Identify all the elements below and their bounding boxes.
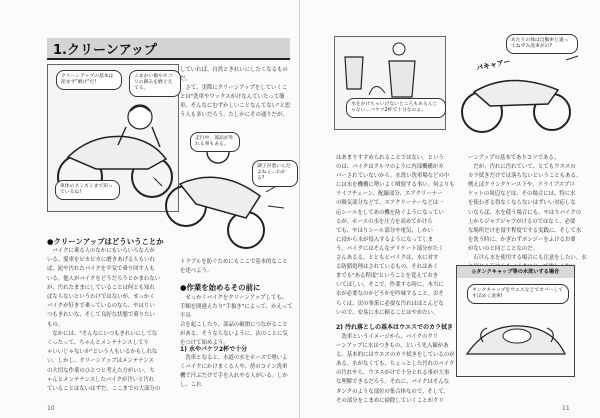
text-line: バーされていないから。水洗い洗車場などの中	[336, 173, 450, 180]
text-line: う人も多いだろう。たしかにその通りだが、	[180, 112, 288, 119]
text-line: さんあるる。とともとバイクは、水に対す	[336, 255, 439, 262]
text-line: ても、やはりシール部分や電気、しかい	[336, 227, 433, 234]
right-col1	[336, 154, 462, 318]
text-line: ーンアップの基本でありコツである。	[468, 155, 560, 161]
text-line: していれば、自然ときれいにしたくなるもの	[180, 67, 288, 73]
text-line: 機で汗ぶだけで手を入れやる人がいる。しかし、これ	[180, 373, 288, 389]
text-line: ばならないというわけではないが、せっかく	[47, 294, 155, 301]
text-line: 石けん水を使用する場合にも注意をしたい。水	[468, 255, 587, 262]
text-line: をつけて始めよう。	[180, 340, 229, 347]
text-line: 手順を間違えたり"手抜き"によって、かえって不具	[180, 304, 293, 320]
text-line: せっかくバイクをクリーンアップしても、	[180, 295, 288, 301]
text-line: い。しかし、クリーンアップはメンテナンス	[47, 358, 154, 365]
text-line: なかには、"そんなにいつもきれいにしてな	[47, 330, 158, 337]
bubble-soko: 走行中、部品が外れる事もある。	[190, 132, 240, 152]
text-line: な場所だけを湿す程度でする実践に、そして水	[468, 227, 582, 234]
text-line: 水が必要なのかどうかを吟味すること。おそ	[336, 291, 444, 298]
text-line: とは"洗車やワックスがけなんていたって簡	[180, 94, 285, 101]
text-line: に浸から水が侵入するようになってしま	[336, 236, 434, 243]
bubble-kihon: クリーンアップの基本は泥まず"磨け"だ!	[56, 70, 122, 90]
section2-body	[180, 294, 293, 349]
page-number-right: 11	[562, 405, 570, 412]
text-line: らくは、次の事業に必要な汚れはほとんどな	[336, 300, 444, 307]
text-line: には水を機構に勢いよく噴射する事い。何よりも	[336, 182, 455, 189]
page-number-left: 10	[47, 405, 55, 412]
text-line: を述べよう。	[180, 268, 213, 275]
text-line: 洗車となると、水道の水をホースで勢いよ	[180, 355, 288, 361]
text-line: る。基本的にはウエスのカラ拭きをしているのが	[336, 352, 455, 359]
text-line: がある。そうならないように、次のことに気	[180, 331, 288, 338]
text-line: だ。	[180, 76, 191, 83]
subsection2-heading: 2) 汚れ落としの基本はウエスでのカラ拭き	[336, 324, 454, 331]
text-line: さて、実際にクリーンアップをしていくこ	[180, 85, 288, 92]
right-col2	[468, 154, 592, 272]
text-line: を洗う時に、かぎわずポンジーをふけるお要	[468, 236, 576, 243]
bubble-atama: あたりの体は自動車と違ってねずみ洗車がの?	[506, 34, 578, 54]
bubble-komakai: こまかい傷やホコリの跡みを磨ぐえてる。	[129, 70, 181, 97]
bubble-mizu: 水をかけちゃいけないところもあるんじゃない…バケツ2杯で十分なのよ。	[346, 98, 446, 118]
text-line: ていることはないはずだ。ここまでの大部分の	[47, 386, 161, 393]
tip-box	[456, 265, 575, 377]
section2-heading: ●作業を始めるその前に	[180, 283, 261, 292]
text-line: 上からジャブジャブがけるのではなく、必要	[468, 218, 576, 225]
text-line: その部分をこまめに掃除していくことがクリ	[336, 397, 444, 404]
text-line: ーンアップに水はつきもの、という先入観があ	[336, 343, 449, 350]
text-line: タンクのような部位の集合体なので、そして、	[336, 388, 449, 395]
text-line: くったって、ちゃんとメンテナンスしてり	[47, 340, 149, 347]
text-line: る防錆処理はされているもの、それはあく	[336, 264, 439, 271]
text-line: が、汚れたままにしていることは何とも知れ	[47, 284, 155, 291]
text-line: 単、そんなにむずかしいことなんてない"と思	[180, 103, 291, 110]
tip-title: ◎タンクキャップ等の水洗いする場合	[457, 266, 574, 278]
text-line: の大切な作業のひとつと考えた方がいい。ち	[47, 367, 155, 374]
subsection2-body	[336, 333, 462, 406]
text-line: 合を起こしたり、部品の破損につながること	[180, 322, 288, 329]
text-line: がないのと同じことなのだ。	[468, 245, 539, 252]
text-line: 例えばクランクケース下や、ドライブスプロ	[468, 182, 575, 189]
text-line: 洗車というイメージから、バイクのクリ	[336, 334, 439, 340]
text-line: ケットの周辺などは、その場合には、特に水	[468, 191, 576, 198]
text-line: の吸気部分などで、エアクリーナーなどは一	[336, 200, 444, 207]
text-line: バイクが好きで乗っているのなら、やはりい	[47, 303, 155, 310]
text-line: いてほしい。そこで、作業する時に、本当に	[336, 282, 444, 289]
text-line: ライフチェーン、配線部分、エアクリーナー	[336, 191, 443, 198]
text-line: の汚れやら、ウエスがけで十分とれる事が大事	[336, 370, 450, 377]
bubble-chosha: 調子が悪いんだよねぇ…わかる?	[252, 160, 298, 187]
text-line: う。バイクにはそんなデリケート部分がたく	[336, 245, 444, 252]
text-line: だが、汚れに汚れていて、とてもウエスの	[468, 164, 576, 171]
left-mid-text	[180, 258, 293, 276]
text-line: トラブルを防ぐためにもここで基本的なこと	[180, 259, 288, 265]
text-line: つもきれいな、そして良好な状態で乗りたい	[47, 312, 155, 319]
text-line: ば、泥や汚れたバイクを平気で乗り回す人も	[47, 266, 155, 273]
text-line: までも"ある程度"ということを覚えておき	[336, 273, 438, 280]
text-line: いならば、水を使う場合にも、やはりバイクの	[468, 209, 582, 216]
chapter-title-bar	[47, 38, 290, 60]
text-line: もの。	[47, 321, 63, 328]
subsection1-body	[180, 354, 293, 390]
text-line: くバイクにかけまくる人や、傍のコイン洗車	[180, 364, 288, 371]
subsection1-heading: 1) 水やバケツ2杯で十分	[180, 346, 248, 353]
bubble-tanku: タンクキャップをウエスなどでカバーしてすぼめく洗車!	[467, 284, 569, 304]
bubble-sharyo: 車体のスミズミまで知っているね!	[55, 180, 120, 200]
text-line: バイクに乗る人のなかにもいろいろな人が	[47, 248, 155, 254]
text-line: 応シールをしてあの機を防ぐようになってい	[336, 209, 444, 216]
chapter-title: 1.クリーンアップ	[53, 43, 157, 58]
section1-heading: ●クリーンアップはどういうことか	[47, 237, 164, 246]
text-line: いる。他人がバイクをどうだろうとかまわない	[47, 275, 161, 282]
left-top-text	[180, 66, 293, 121]
text-line: のは、バイクはクルマのように内部機構がカ	[336, 164, 444, 171]
section1-body	[47, 247, 172, 394]
text-line: を使わざる得なくならないはずいい対応しな	[468, 200, 576, 207]
tank-cover-drawing	[457, 266, 574, 376]
right-page	[300, 0, 600, 418]
text-line: カラ拭きだけでは落ちないということもある。	[468, 173, 582, 180]
sound-effect: バキャアー	[475, 57, 512, 73]
text-line: いる。愛車をピカピカに磨きあげる人もいれ	[47, 257, 155, 264]
text-line: るが、ホースの水を圧力を高めてかけら	[336, 218, 433, 225]
text-line: な理解できるだろう。それに、バイクはそんな	[336, 379, 450, 386]
text-line: ゃいいじゃないか"という人もいるかもしれな	[47, 349, 158, 356]
text-line: ゃんとメンテナンスしたバイクが汚いと汚れ	[47, 376, 155, 383]
text-line: いので、安易に水に頼ることはやめたい。	[336, 309, 439, 316]
text-line: ある。水がなくても、ちょっとした汚れのバイク	[336, 361, 455, 368]
text-line: はあまりすすめられることではない。という	[336, 155, 444, 161]
